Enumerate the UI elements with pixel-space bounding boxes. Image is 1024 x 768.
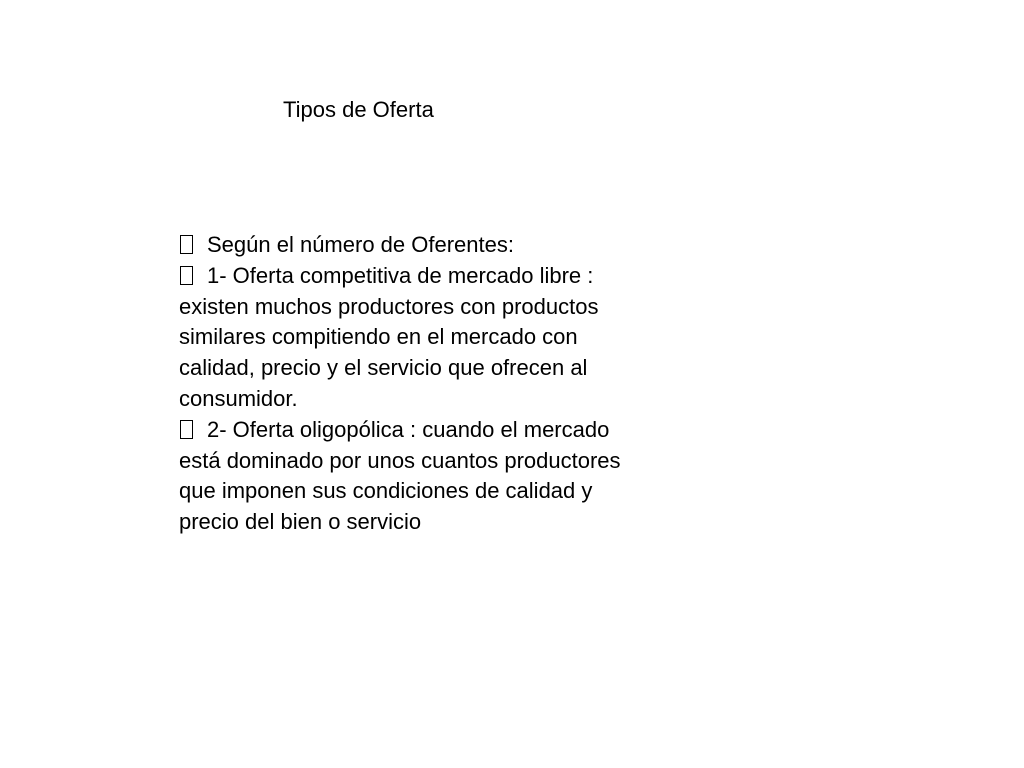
bullet-text: Según el número de Oferentes: bbox=[207, 232, 514, 257]
bullet-paragraph bbox=[179, 230, 649, 261]
bullet-paragraph bbox=[179, 415, 649, 538]
bullet-text: 2- Oferta oligopólica : cuando el mercado está dominado por unos cuantos productores que imponen sus condiciones de calidad y precio del bien o servicio bbox=[179, 416, 621, 535]
missing-glyph-box-icon bbox=[180, 420, 193, 439]
bullet-paragraph bbox=[179, 261, 649, 415]
missing-glyph-box-icon bbox=[180, 235, 193, 254]
missing-glyph-box-icon bbox=[180, 266, 193, 285]
slide-body bbox=[179, 230, 649, 538]
slide-title: Tipos de Oferta bbox=[283, 97, 434, 122]
bullet-text: 1- Oferta competitiva de mercado libre : existen muchos productores con productos similares compitiendo en el mercado con calidad, precio y el servicio que ofrecen al consumidor. bbox=[179, 262, 599, 411]
